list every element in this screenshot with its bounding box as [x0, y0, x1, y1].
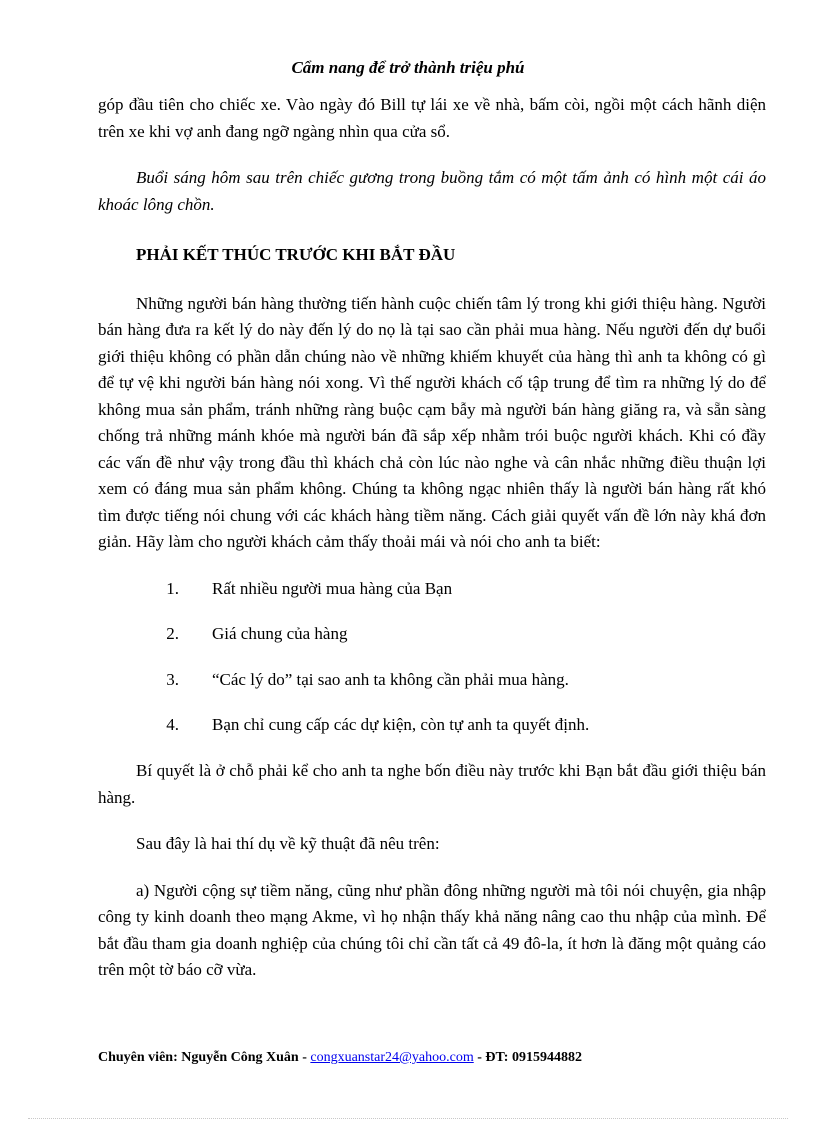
page-break-divider	[28, 1118, 788, 1119]
list-item-text: Giá chung của hàng	[212, 624, 348, 643]
list-item-number: 2.	[166, 624, 179, 643]
paragraph-italic-anecdote: Buổi sáng hôm sau trên chiếc gương trong buồng tắm có một tấm ảnh có hình một cái áo khoác lông chồn.	[98, 168, 766, 214]
page-footer	[98, 1048, 778, 1068]
page-header-title: Cẩm nang để trở thành triệu phú	[291, 58, 525, 77]
section-heading: PHẢI KẾT THÚC TRƯỚC KHI BẮT ĐẦU	[136, 245, 456, 264]
numbered-list	[98, 576, 766, 739]
list-item-number: 4.	[166, 715, 179, 734]
list-item-text: Rất nhiều người mua hàng của Bạn	[212, 578, 453, 598]
list-item	[98, 576, 766, 602]
list-item-number: 1.	[166, 578, 179, 598]
footer-phone: - ĐT: 0915944882	[473, 1050, 582, 1065]
list-item	[98, 667, 766, 693]
document-body	[98, 92, 766, 1004]
paragraph-example-a: a) Người cộng sự tiềm năng, cũng như phần đông những người mà tôi nói chuyện, gia nhập công ty kinh doanh theo mạng Akme, vì họ nhận thấy khả năng nâng cao thu nhập của mình. Để bắt đầu tham gia doanh nghiệp của chúng tôi chỉ cần tất cả 49 đô-la, ít hơn là đăng một quảng cáo trên một tờ báo cỡ vừa.	[98, 880, 766, 979]
list-item	[98, 712, 766, 738]
paragraph-examples-intro: Sau đây là hai thí dụ về kỹ thuật đã nêu trên:	[136, 834, 440, 853]
footer-author: Chuyên viên: Nguyễn Công Xuân -	[98, 1050, 311, 1065]
list-item	[98, 621, 766, 647]
paragraph-continuation: góp đầu tiên cho chiếc xe. Vào ngày đó Bill tự lái xe về nhà, bấm còi, ngồi một cách hãnh diện trên xe khi vợ anh đang ngỡ ngàng nhìn qua cửa sổ.	[98, 95, 766, 141]
list-item-number: 3.	[166, 669, 179, 689]
list-item-text: Bạn chỉ cung cấp các dự kiện, còn tự anh ta quyết định.	[212, 715, 590, 734]
paragraph-sales-psychology: Những người bán hàng thường tiến hành cuộc chiến tâm lý trong khi giới thiệu hàng. Người bán hàng đưa ra kết lý do này đến lý do nọ là tại sao cần phải mua hàng. Nếu người đến dự buổi giới thiệu không có phần dẫn chúng nào về những khiếm khuyết của hàng thì anh ta không có gì để tự vệ khi người bán hàng nói xong. Vì thế người khách cố tập trung để tìm ra những lý do để không mua sản phẩm, tránh những ràng buộc cạm bẫy mà người bán hàng giăng ra, và sẵn sàng chống trả những mánh khóe mà người bán đã sắp xếp nhằm trói buộc người khách. Khi có đầy các vấn đề như vậy trong đầu thì khách chả còn lúc nào nghe và cân nhắc những điều thuận lợi xem có đáng mua sản phẩm không. Chúng ta không ngạc nhiên thấy là người bán hàng rất khó tìm được tiếng nói chung với các khách hàng tiềm năng. Cách giải quyết vấn đề lớn này khá đơn giản. Hãy làm cho người khách cảm thấy thoải mái và nói cho anh ta biết:	[98, 293, 766, 551]
list-item-text: “Các lý do” tại sao anh ta không cần phải mua hàng.	[212, 669, 569, 689]
paragraph-secret: Bí quyết là ở chỗ phải kể cho anh ta nghe bốn điều này trước khi Bạn bắt đầu giới thiệu bán hàng.	[98, 761, 766, 807]
footer-email-link[interactable]: congxuanstar24@yahoo.com	[310, 1050, 474, 1065]
